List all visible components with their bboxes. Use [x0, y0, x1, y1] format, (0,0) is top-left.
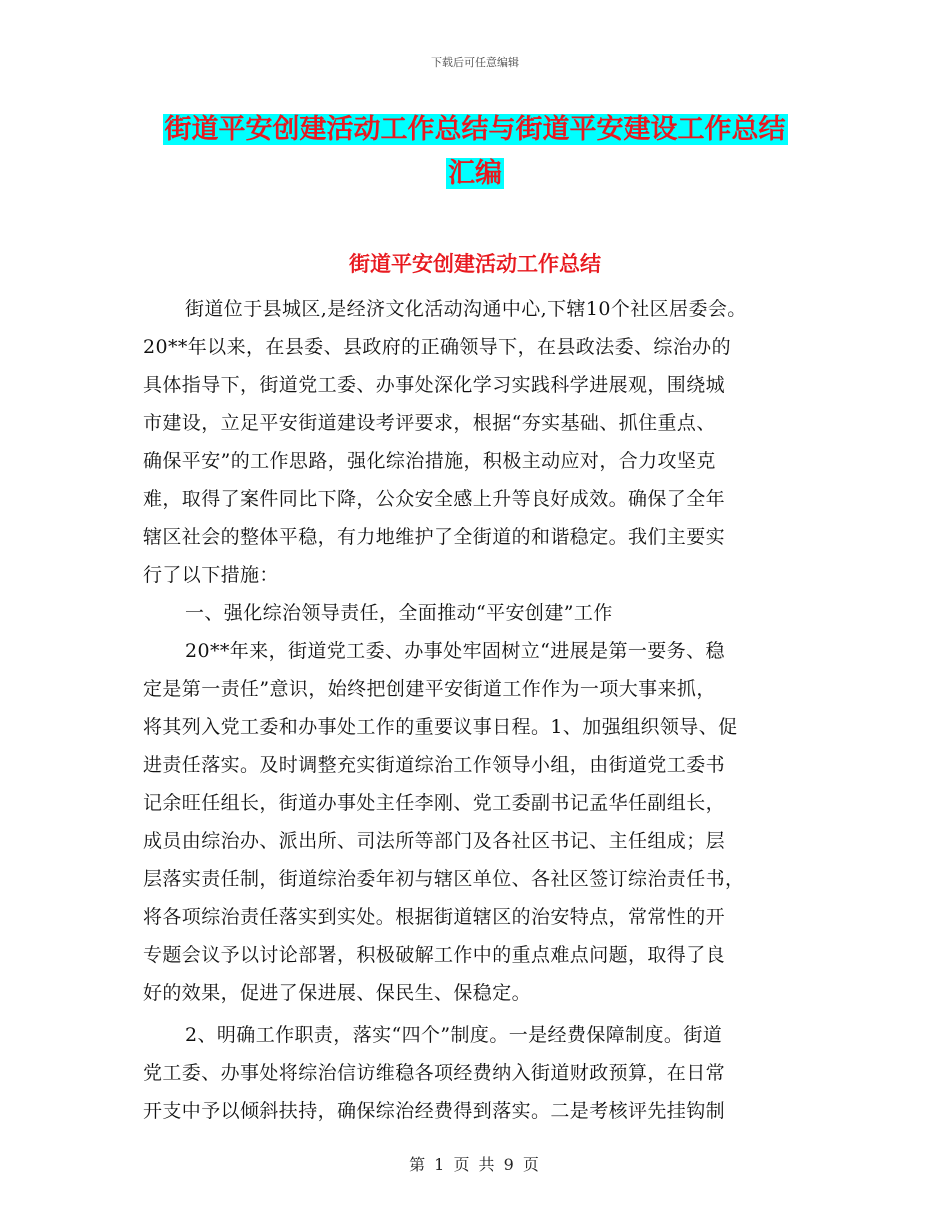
paragraph-line: 定是第一责任”意识，始终把创建平安街道工作作为一项大事来抓， — [143, 678, 716, 700]
paragraph-line: 开支中予以倾斜扶持，确保综治经费得到落实。二是考核评先挂钩制 — [143, 1100, 726, 1122]
paragraph-line: 20**年来，街道党工委、办事处牢固树立“进展是第一要务、稳 — [185, 640, 725, 662]
paragraph-line: 记余旺任组长，街道办事处主任李刚、党工委副书记孟华任副组长， — [143, 792, 726, 814]
paragraph-line: 专题会议予以讨论部署，积极破解工作中的重点难点问题，取得了良 — [143, 944, 726, 966]
title-highlight-2: 汇编 — [448, 158, 502, 189]
title-highlight-1: 街道平安创建活动工作总结与街道平安建设工作总结 — [164, 114, 786, 145]
paragraph-line: 20**年以来，在县委、县政府的正确领导下，在县政法委、综治办的 — [143, 336, 731, 358]
section-title: 街道平安创建活动工作总结 — [349, 252, 601, 276]
paragraph-line: 层落实责任制，街道综治委年初与辖区单位、各社区签订综治责任书， — [143, 868, 745, 890]
paragraph-line: 确保平安”的工作思路，强化综治措施，积极主动应对，合力攻坚克 — [143, 450, 716, 472]
paragraph-line: 辖区社会的整体平稳，有力地维护了全街道的和谐稳定。我们主要实 — [143, 526, 726, 548]
paragraph-line: 将各项综治责任落实到实处。根据街道辖区的治安特点，常常性的开 — [143, 906, 726, 928]
paragraph-line: 街道位于县城区,是经济文化活动沟通中心,下辖10个社区居委会。 — [185, 298, 747, 320]
document-title-line-2 — [0, 156, 950, 192]
paragraph-line: 将其列入党工委和办事处工作的重要议事日程。1、加强组织领导、促 — [143, 716, 738, 738]
paragraph-line: 难，取得了案件同比下降，公众安全感上升等良好成效。确保了全年 — [143, 488, 726, 510]
paragraph-line: 好的效果，促进了保进展、保民生、保稳定。 — [143, 982, 532, 1004]
document-title-line-1 — [0, 112, 950, 148]
body-text — [143, 290, 813, 1130]
paragraph-line: 行了以下措施： — [143, 564, 279, 586]
paragraph-line: 进责任落实。及时调整充实街道综治工作领导小组，由街道党工委书 — [143, 754, 726, 776]
header-note: 下载后可任意编辑 — [431, 56, 519, 69]
heading-line: 一、强化综治领导责任，全面推动“平安创建”工作 — [185, 602, 613, 624]
paragraph-line: 具体指导下，街道党工委、办事处深化学习实践科学进展观，围绕城 — [143, 374, 726, 396]
paragraph-line: 成员由综治办、派出所、司法所等部门及各社区书记、主任组成；层 — [143, 830, 726, 852]
page-footer: 第 1 页 共 9 页 — [409, 1155, 541, 1174]
paragraph-line: 市建设，立足平安街道建设考评要求，根据“夯实基础、抓住重点、 — [143, 412, 716, 434]
paragraph-line: 2、明确工作职责，落实“四个”制度。一是经费保障制度。街道 — [185, 1024, 723, 1046]
paragraph-line: 党工委、办事处将综治信访维稳各项经费纳入街道财政预算，在日常 — [143, 1062, 726, 1084]
